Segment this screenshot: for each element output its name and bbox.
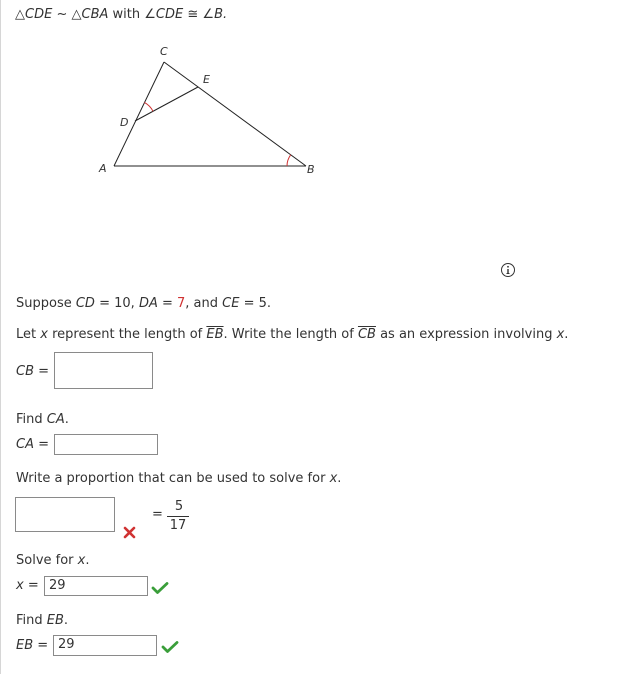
side-cb — [164, 62, 306, 166]
proportion-equals: = — [152, 507, 163, 522]
label-c: C — [160, 45, 168, 58]
given-values-text: Suppose CD = 10, DA = 7, and CE = 5. — [16, 296, 272, 311]
proportion-input[interactable] — [15, 497, 115, 532]
find-ca-text: Find CA. — [16, 412, 69, 427]
label-d: D — [120, 116, 129, 129]
fraction-bar — [167, 516, 189, 517]
incorrect-icon — [123, 526, 136, 539]
angle-mark-d — [144, 102, 153, 111]
fraction-numerator: 5 — [174, 499, 184, 514]
label-e: E — [203, 73, 210, 86]
label-b: B — [307, 163, 315, 176]
x-input[interactable]: 29 — [44, 576, 148, 596]
correct-icon-eb — [161, 640, 179, 654]
problem-header: △CDE ~ △CBA with ∠CDE ≅ ∠B. — [15, 7, 228, 22]
instruction-text: Let x represent the length of $\overline{EB}$. Write the length of $\overline{CB}$ as an expression involving x. — [16, 327, 569, 342]
triangle-figure — [0, 0, 635, 200]
correct-icon-x — [151, 581, 169, 595]
side-ca — [114, 62, 164, 166]
eb-input[interactable]: 29 — [53, 635, 157, 656]
segment-de — [135, 87, 198, 121]
ca-input[interactable] — [54, 434, 158, 455]
cb-label: CB = — [16, 364, 50, 379]
info-icon[interactable] — [500, 262, 516, 278]
eb-label: EB = — [16, 638, 49, 653]
fraction-denominator: 17 — [169, 518, 187, 533]
ca-label: CA = — [16, 437, 50, 452]
x-label: x = — [16, 578, 39, 593]
find-eb-text: Find EB. — [16, 613, 69, 628]
proportion-prompt: Write a proportion that can be used to solve for x. — [16, 471, 342, 486]
label-a: A — [99, 162, 107, 175]
cb-input[interactable] — [54, 352, 153, 389]
angle-mark-b — [287, 155, 291, 166]
solve-text: Solve for x. — [16, 553, 90, 568]
